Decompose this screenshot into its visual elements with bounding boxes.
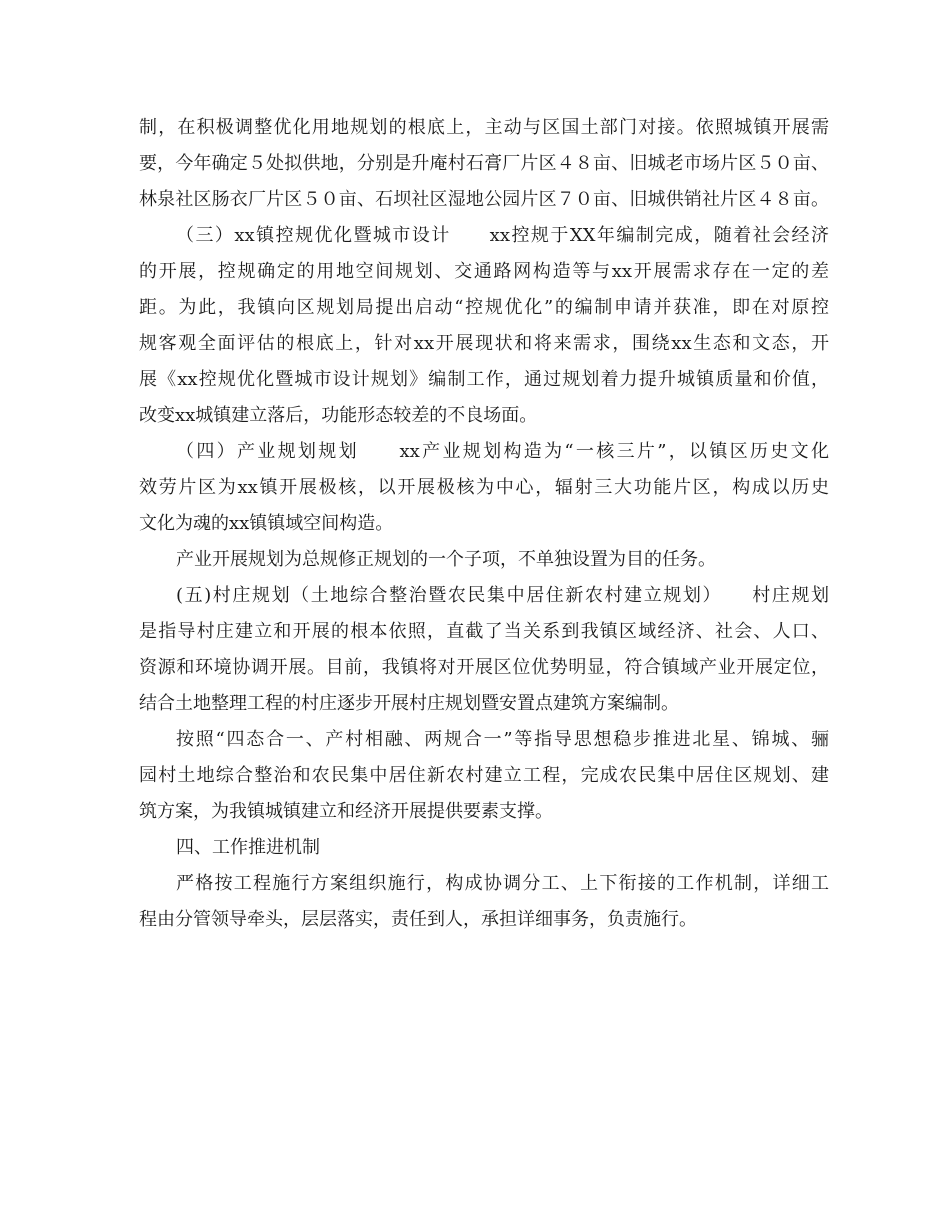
text-line: 要，今年确定５处拟供地，分别是升庵村石膏厂片区４８亩、旧城老市场片区５０亩、 <box>139 153 829 174</box>
text-line: 展《xx控规优化暨城市设计规划》编制工作，通过规划着力提升城镇质量和价值， <box>139 369 829 390</box>
text-line: 严格按工程施行方案组织施行，构成协调分工、上下衔接的工作机制，详细工 <box>176 873 829 894</box>
section-heading-line: （四）产业规划规划 xx产业规划构造为“一核三片”，以镇区历史文化 <box>176 441 829 462</box>
text-line: 距。为此，我镇向区规划局提出启动“控规优化”的编制申请并获准，即在对原控 <box>139 297 829 318</box>
text-line: 筑方案，为我镇城镇建立和经济开展提供要素支撑。 <box>139 801 553 822</box>
section-heading-line: （三）xx镇控规优化暨城市设计 xx控规于XX年编制完成，随着社会经济 <box>176 225 829 246</box>
text-line: 效劳片区为xx镇开展极核，以开展极核为中心，辐射三大功能片区，构成以历史 <box>139 477 829 498</box>
text-line: 制，在积极调整优化用地规划的根底上，主动与区国土部门对接。依照城镇开展需 <box>139 117 829 138</box>
section-heading-line: (五)村庄规划（土地综合整治暨农民集中居住新农村建立规划） 村庄规划 <box>176 585 829 606</box>
text-line: 的开展，控规确定的用地空间规划、交通路网构造等与xx开展需求存在一定的差 <box>139 261 829 282</box>
text-line: 是指导村庄建立和开展的根本依照，直截了当关系到我镇区域经济、社会、人口、 <box>139 621 829 642</box>
text-line: 文化为魂的xx镇镇域空间构造。 <box>139 513 394 534</box>
text-line: 按照“四态合一、产村相融、两规合一”等指导思想稳步推进北星、锦城、骊 <box>176 729 829 750</box>
text-line: 林泉社区肠衣厂片区５０亩、石坝社区湿地公园片区７０亩、旧城供销社片区４８亩。 <box>139 189 829 210</box>
text-line: 资源和环境协调开展。目前，我镇将对开展区位优势明显，符合镇域产业开展定位， <box>139 657 829 678</box>
text-line: 规客观全面评估的根底上，针对xx开展现状和将来需求，围绕xx生态和文态，开 <box>139 333 829 354</box>
text-line: 园村土地综合整治和农民集中居住新农村建立工程，完成农民集中居住区规划、建 <box>139 765 829 786</box>
text-line: 程由分管领导牵头，层层落实，责任到人，承担详细事务，负责施行。 <box>139 909 697 930</box>
text-line: 改变xx城镇建立落后，功能形态较差的不良场面。 <box>139 405 538 426</box>
text-line: 产业开展规划为总规修正规划的一个子项，不单独设置为目的任务。 <box>176 549 716 570</box>
section-heading-line: 四、工作推进机制 <box>176 837 320 858</box>
text-line: 结合土地整理工程的村庄逐步开展村庄规划暨安置点建筑方案编制。 <box>139 693 679 714</box>
